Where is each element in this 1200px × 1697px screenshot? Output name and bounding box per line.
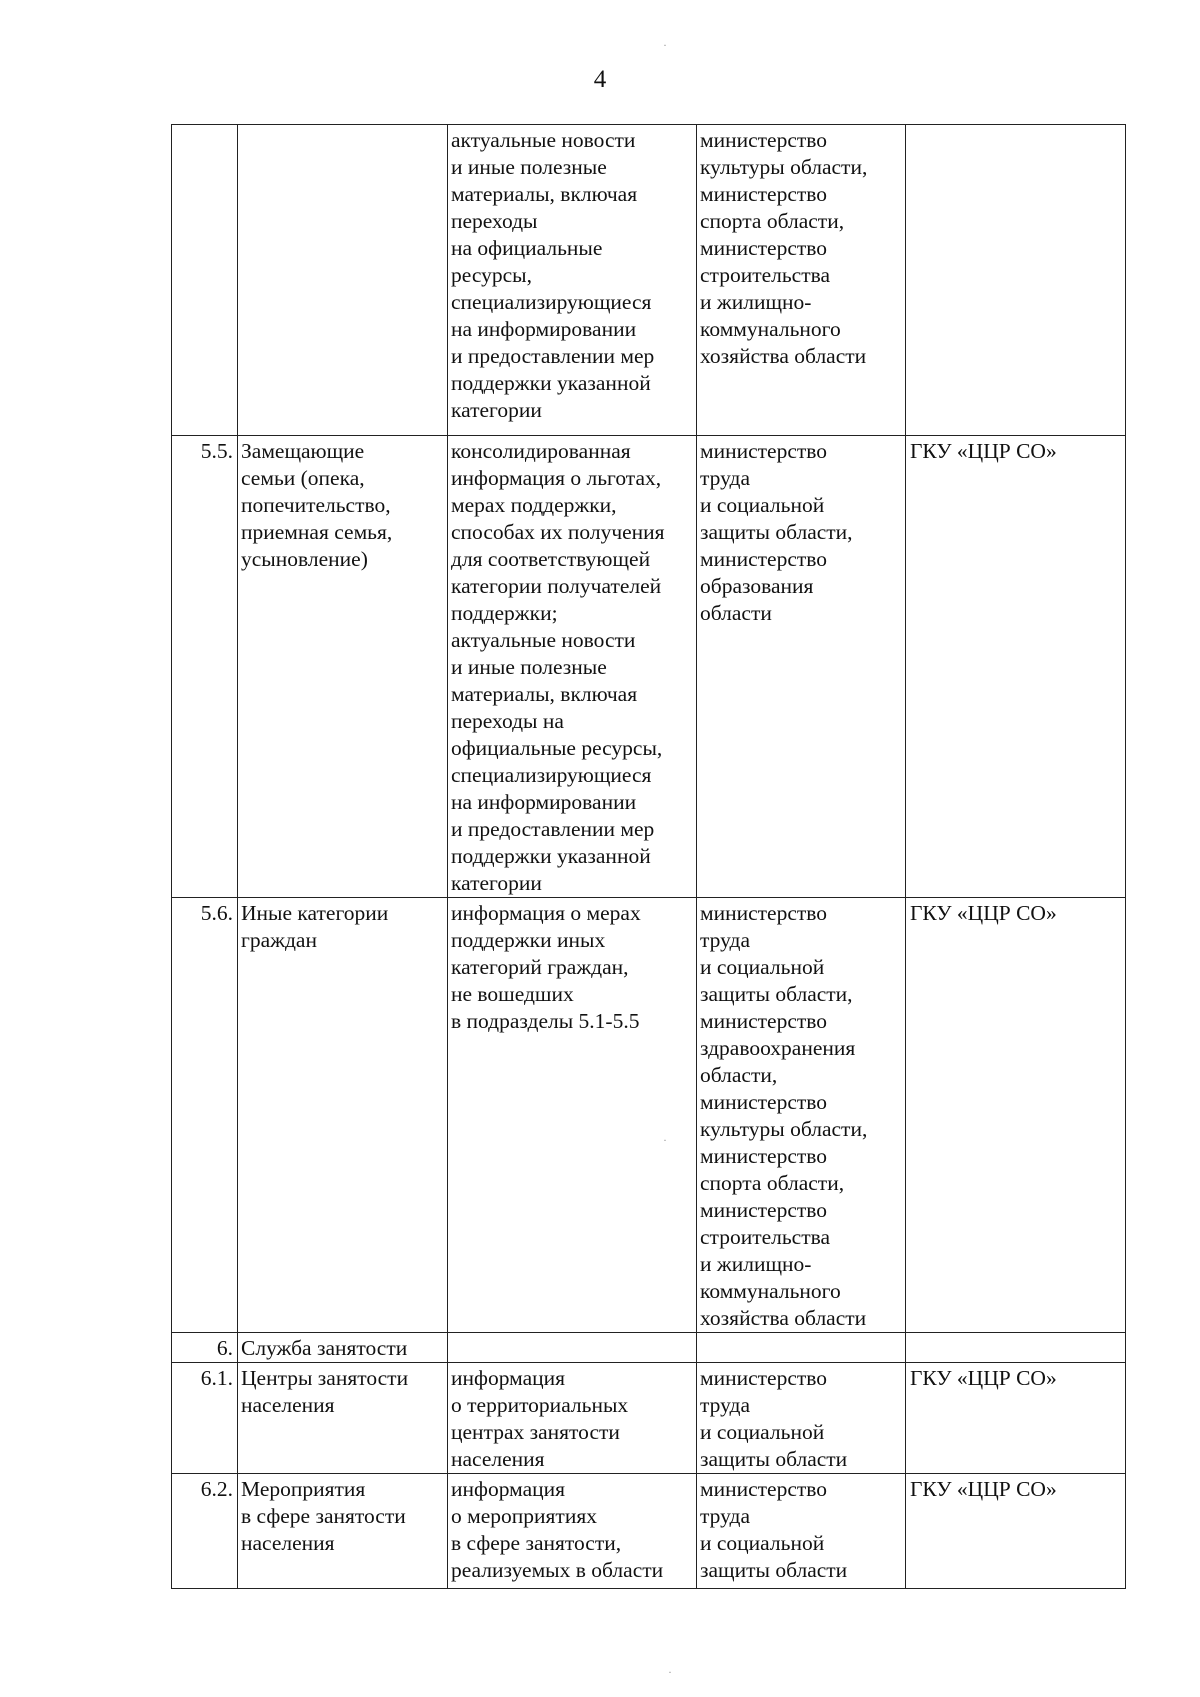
ministries-cell	[697, 1333, 906, 1363]
content-cell: информация о мероприятиях в сфере занятости, реализуемых в области	[448, 1474, 697, 1589]
responsible-cell: ГКУ «ЦЦР СО»	[906, 1363, 1126, 1474]
responsible-cell: ГКУ «ЦЦР СО»	[906, 1474, 1126, 1589]
content-cell: актуальные новости и иные полезные материалы, включая переходы на официальные ресурсы, специализирующиеся на информировании и предоставлении мер поддержки указанной категории	[448, 125, 697, 436]
row-number-cell	[172, 125, 238, 436]
row-number-cell: 6.	[172, 1333, 238, 1363]
category-cell: Мероприятия в сфере занятости населения	[238, 1474, 448, 1589]
category-cell: Центры занятости населения	[238, 1363, 448, 1474]
scan-speck: ·	[663, 38, 667, 52]
ministries-cell: министерство труда и социальной защиты области	[697, 1363, 906, 1474]
ministries-cell: министерство культуры области, министерство спорта области, министерство строительства и жилищно- коммунального хозяйства области	[697, 125, 906, 436]
row-number-cell: 5.6.	[172, 898, 238, 1333]
category-cell	[238, 125, 448, 436]
page-number: 4	[593, 66, 607, 93]
category-cell: Служба занятости	[238, 1333, 448, 1363]
table-row	[172, 1474, 1126, 1589]
content-cell: информация о территориальных центрах занятости населения	[448, 1363, 697, 1474]
scan-speck: ·	[668, 1665, 672, 1679]
row-number-cell: 6.2.	[172, 1474, 238, 1589]
content-cell	[448, 1333, 697, 1363]
ministries-cell: министерство труда и социальной защиты области, министерство образования области	[697, 436, 906, 898]
scan-speck: ·	[663, 1133, 667, 1147]
ministries-cell: министерство труда и социальной защиты области	[697, 1474, 906, 1589]
row-number-cell: 5.5.	[172, 436, 238, 898]
table-row	[172, 436, 1126, 898]
table-row	[172, 1363, 1126, 1474]
row-number-cell: 6.1.	[172, 1363, 238, 1474]
responsible-cell: ГКУ «ЦЦР СО»	[906, 436, 1126, 898]
responsible-cell	[906, 125, 1126, 436]
content-cell: консолидированная информация о льготах, мерах поддержки, способах их получения для соответствующей категории получателей поддержки; актуальные новости и иные полезные материалы, включая переходы на официальные ресурсы, специализирующиеся на информировании и предоставлении мер поддержки указанной категории	[448, 436, 697, 898]
content-cell: информация о мерах поддержки иных категорий граждан, не вошедших в подразделы 5.1-5.5	[448, 898, 697, 1333]
table-row	[172, 1333, 1126, 1363]
ministries-cell: министерство труда и социальной защиты области, министерство здравоохранения области, министерство культуры области, министерство спорта области, министерство строительства и жилищно- коммунального хозяйства области	[697, 898, 906, 1333]
responsible-cell	[906, 1333, 1126, 1363]
responsible-cell: ГКУ «ЦЦР СО»	[906, 898, 1126, 1333]
category-cell: Иные категории граждан	[238, 898, 448, 1333]
document-table	[171, 124, 1126, 1589]
table-row	[172, 125, 1126, 436]
category-cell: Замещающие семьи (опека, попечительство, приемная семья, усыновление)	[238, 436, 448, 898]
table-row	[172, 898, 1126, 1333]
